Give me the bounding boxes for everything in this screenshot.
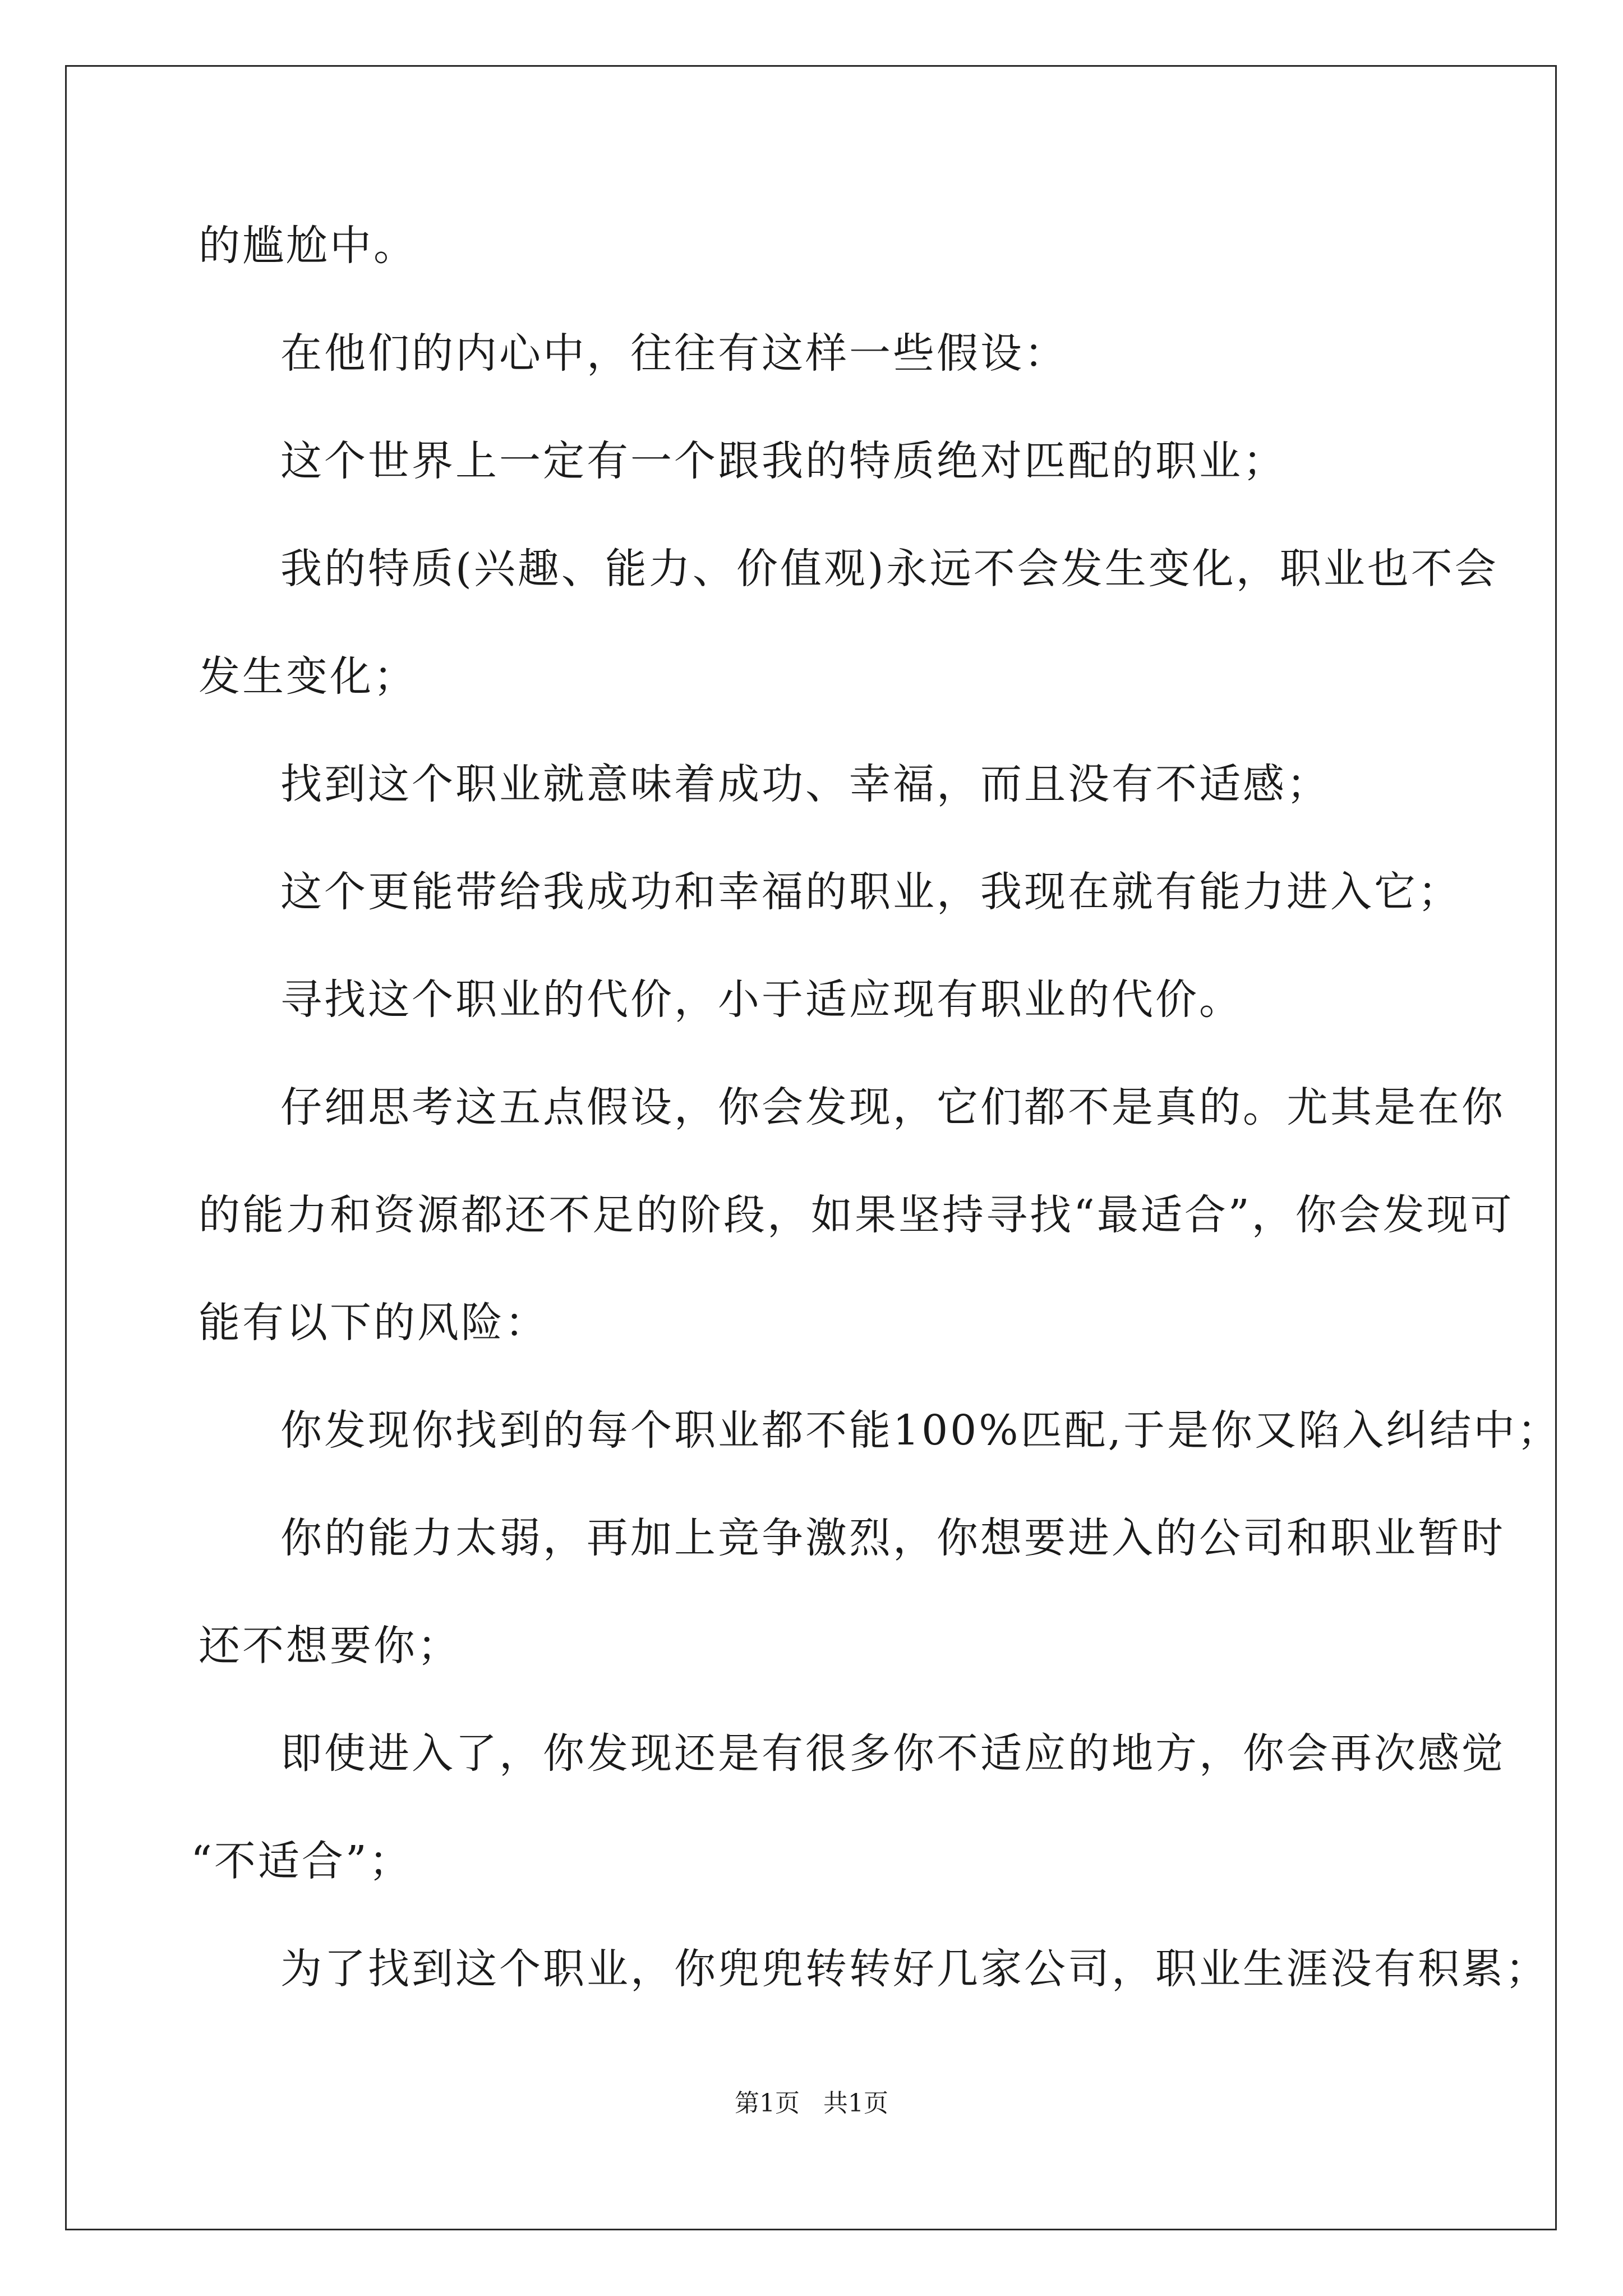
text-line: 的尴尬中。	[199, 222, 417, 270]
page-border	[65, 65, 1557, 2230]
text-line: 我的特质(兴趣、能力、价值观)永远不会发生变化，职业也不会	[280, 545, 1498, 593]
text-line: 找到这个职业就意味着成功、幸福，而且没有不适感；	[280, 760, 1330, 808]
text-line: 仔细思考这五点假设，你会发现，它们都不是真的。尤其是在你	[280, 1083, 1505, 1131]
text-line: 还不想要你；	[199, 1622, 461, 1670]
text-line: 这个更能带给我成功和幸福的职业，我现在就有能力进入它；	[280, 868, 1461, 916]
text-line: 在他们的内心中，往往有这样一些假设：	[280, 329, 1068, 378]
text-line: 即使进入了，你发现还是有很多你不适应的地方，你会再次感觉	[280, 1729, 1505, 1778]
page-footer	[0, 2088, 1623, 2119]
text-line: 这个世界上一定有一个跟我的特质绝对匹配的职业；	[280, 437, 1287, 485]
text-line: 为了找到这个职业，你兜兜转转好几家公司，职业生涯没有积累；	[280, 1945, 1549, 1993]
text-line: 你发现你找到的每个职业都不能100%匹配,于是你又陷入纠结中；	[280, 1406, 1561, 1455]
text-line: 发生变化；	[199, 652, 417, 701]
text-line: 的能力和资源都还不足的阶段，如果坚持寻找“最适合”，你会发现可	[199, 1191, 1514, 1239]
text-line: 寻找这个职业的代价，小于适应现有职业的代价。	[280, 976, 1243, 1024]
page-total: 共1页	[823, 2089, 888, 2118]
text-line: 你的能力太弱，再加上竞争激烈，你想要进入的公司和职业暂时	[280, 1514, 1505, 1562]
page-number: 第1页	[735, 2089, 800, 2118]
text-line: “不适合”；	[191, 1837, 413, 1885]
text-line: 能有以下的风险：	[199, 1299, 548, 1347]
